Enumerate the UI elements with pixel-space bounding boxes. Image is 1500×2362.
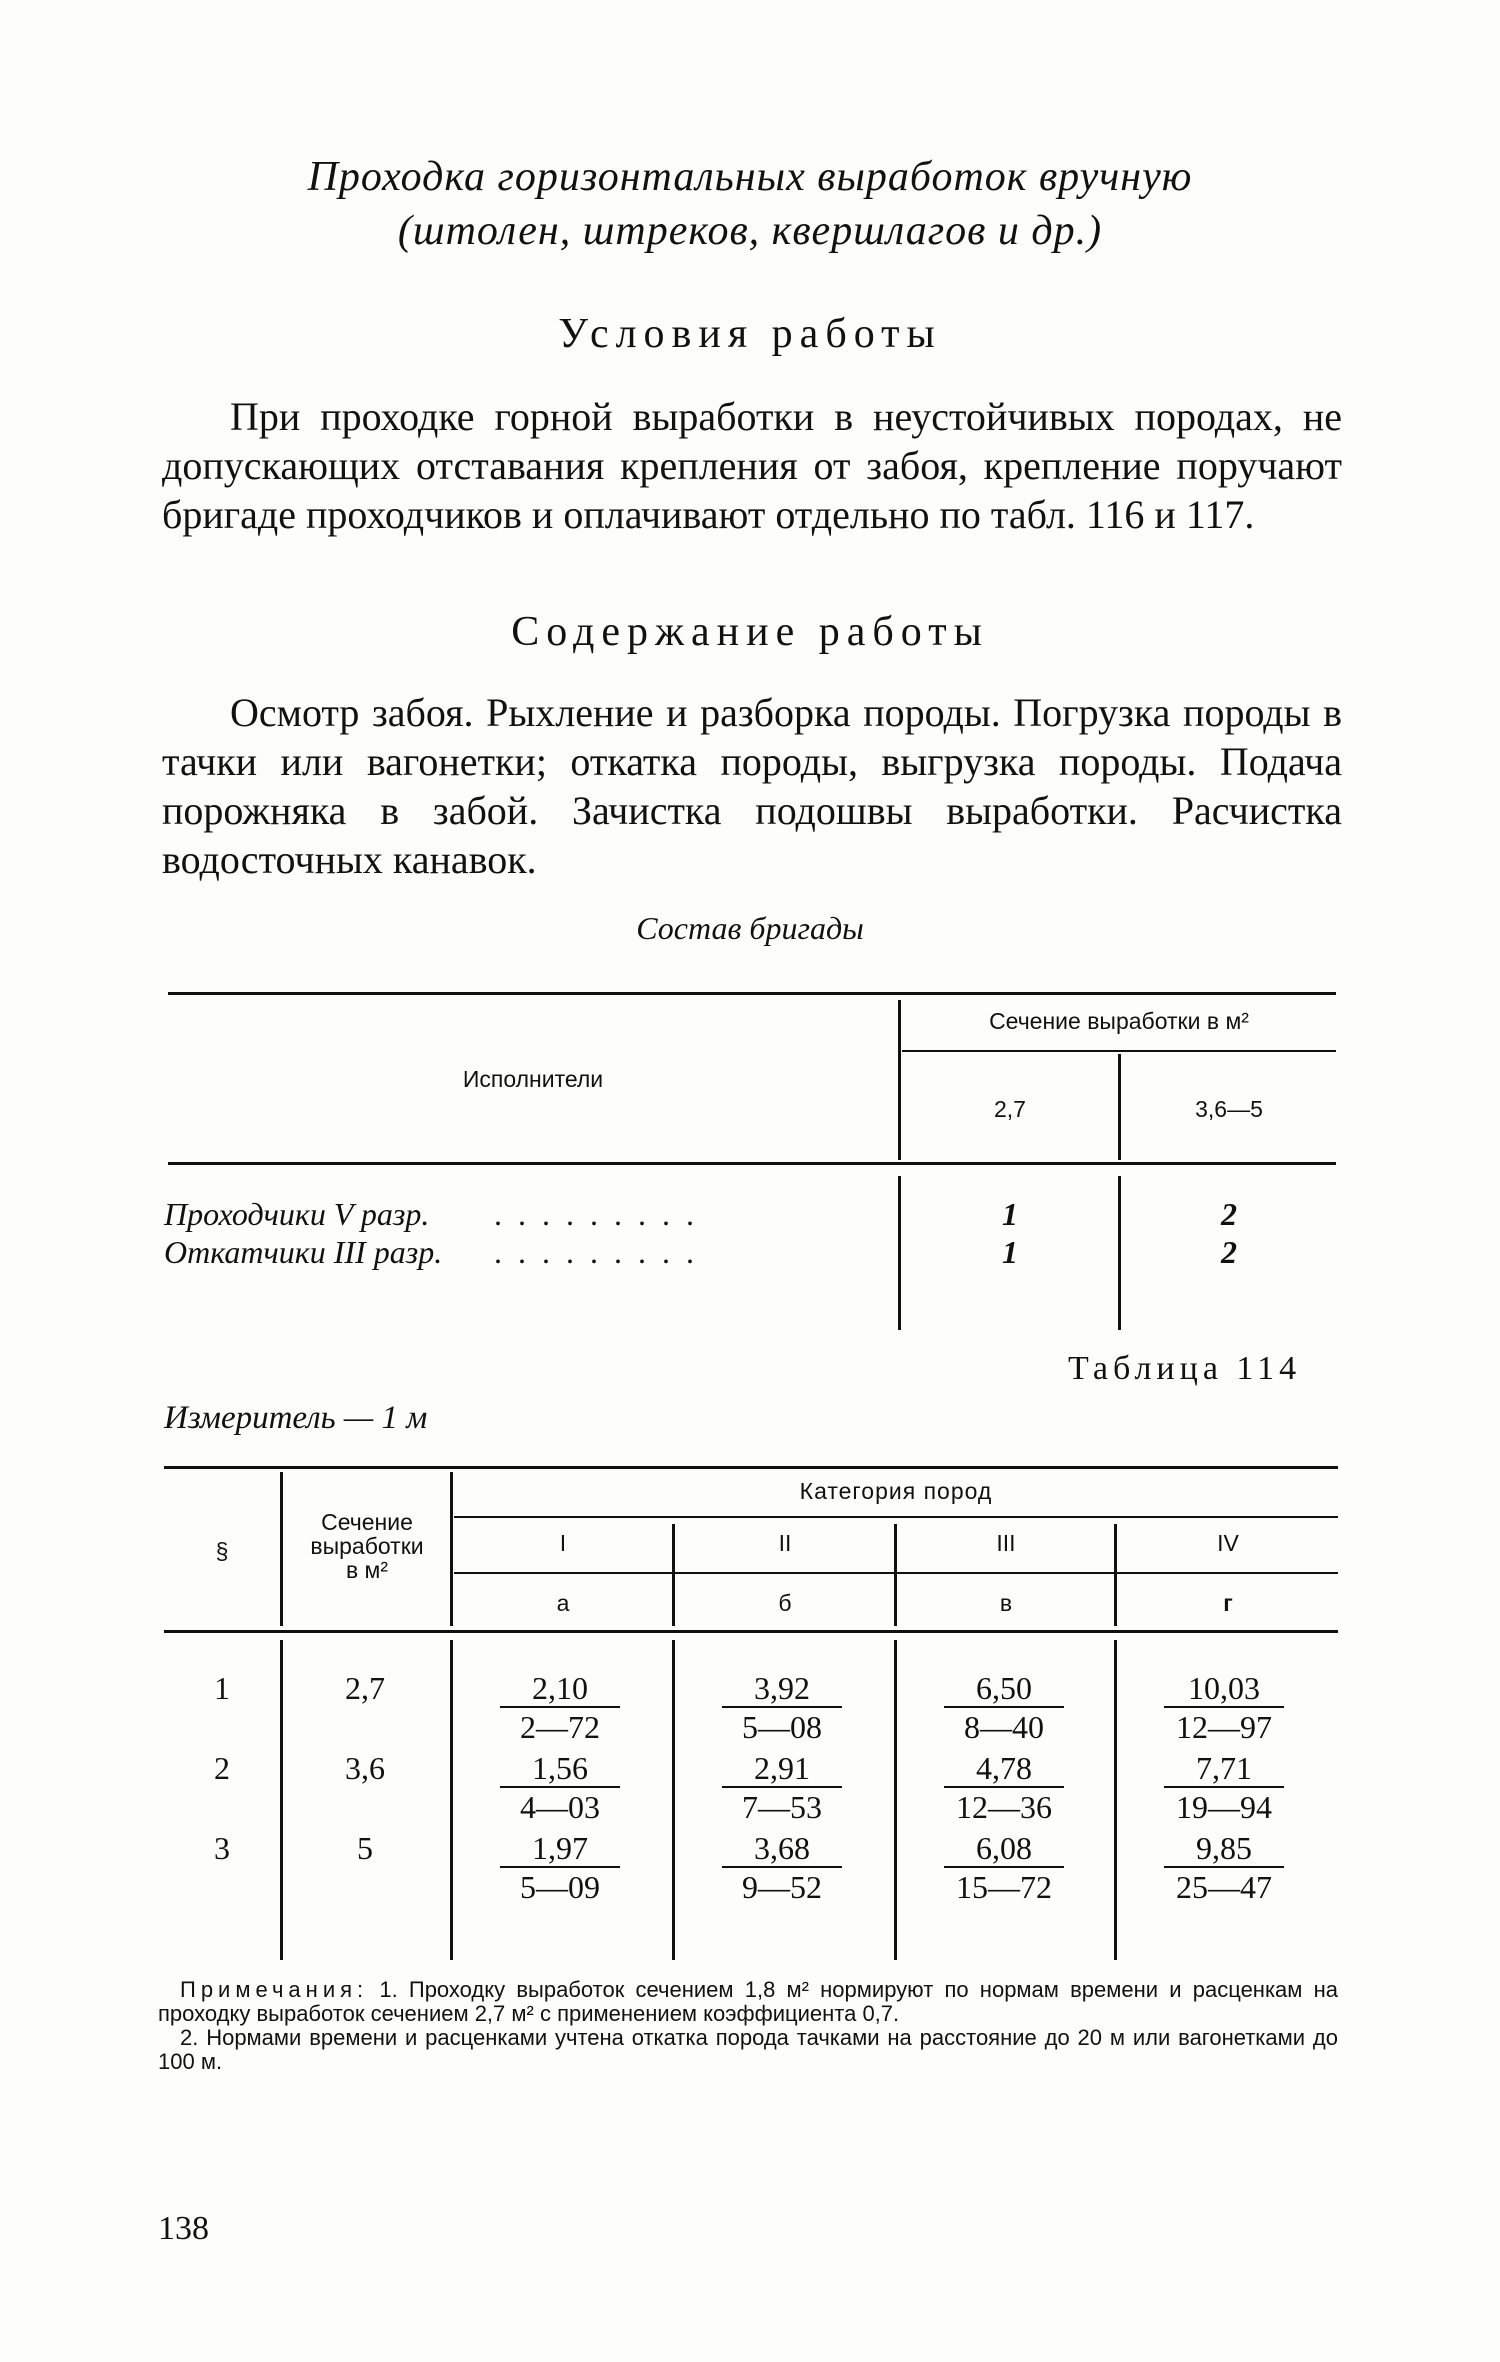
t-vline-3: [672, 1524, 675, 1626]
table-label: Таблица 114: [1068, 1350, 1302, 1387]
t-vline-5: [1114, 1524, 1117, 1626]
note-1: [158, 1978, 1338, 2026]
t-row-3-cat-4: [1164, 1830, 1284, 1906]
t-row-2-cat-3-norm: 4,78: [944, 1750, 1064, 1788]
t-letter-4: г: [1223, 1590, 1233, 1616]
t-row-3-cat-3-norm: 6,08: [944, 1830, 1064, 1868]
t-body-vline-2: [450, 1640, 453, 1960]
t-vline-4: [894, 1524, 897, 1626]
crew-row-2-val-2: 2: [1221, 1234, 1237, 1270]
crew-col-executors: Исполнители: [462, 1066, 604, 1092]
t-row-2-cat-1-rate: 4—03: [520, 1789, 600, 1825]
t-row-2-cat-4-norm: 7,71: [1164, 1750, 1284, 1788]
t-row-1-cat-4: [1164, 1670, 1284, 1746]
t-row-2-cat-2: [722, 1750, 842, 1826]
t-row-3-n: 3: [214, 1830, 230, 1866]
t-vline-2: [450, 1472, 453, 1626]
conditions-paragraph: [162, 392, 1342, 539]
t-row-1-cat-3-norm: 6,50: [944, 1670, 1064, 1708]
note-2: 2. Нормами времени и расценками учтена откатка порода тачками на расстояние до 20 м или вагонетками до 100 м.: [158, 2025, 1338, 2074]
t-row-3-cat-1-rate: 5—09: [520, 1869, 600, 1905]
t-cat-2: II: [778, 1530, 792, 1556]
t-col-paragraph: §: [215, 1538, 229, 1564]
t-row-3-cat-3: [944, 1830, 1064, 1906]
table-measure: Измеритель — 1 м: [164, 1400, 428, 1436]
t-col-cross-section: [284, 1510, 450, 1582]
t-row-3-cat-1: [500, 1830, 620, 1906]
t-row-3-cat-4-rate: 25—47: [1176, 1869, 1272, 1905]
t-letter-2: б: [778, 1590, 792, 1616]
t-row-3-cat-2-norm: 3,68: [722, 1830, 842, 1868]
t-body-vline-4: [894, 1640, 897, 1960]
t-cat-3: III: [996, 1530, 1016, 1556]
t-row-1-sec: 2,7: [345, 1670, 385, 1706]
t-category-rule: [454, 1516, 1338, 1518]
t-roman-rule: [454, 1572, 1338, 1574]
crew-subcol-2: 3,6—5: [1195, 1096, 1263, 1122]
t-row-2-cat-1-norm: 1,56: [500, 1750, 620, 1788]
note-1-text: 1. Проходку выработок сечением 1,8 м² нормируют по нормам времени и расценкам на проходку выработок сечением 2,7 м² с применением коэффициента 0,7.: [158, 1977, 1338, 2026]
crew-row-1-val-1: 1: [1002, 1196, 1018, 1232]
content-paragraph: [162, 688, 1342, 884]
notes-lead: Примечания:: [180, 1977, 369, 2002]
t-row-3-cat-1-norm: 1,97: [500, 1830, 620, 1868]
t-col-category: Категория пород: [799, 1478, 993, 1504]
t-row-2-cat-1: [500, 1750, 620, 1826]
crew-row-1-val-2: 2: [1221, 1196, 1237, 1232]
t-top-rule: [164, 1466, 1338, 1469]
t-row-2-cat-2-norm: 2,91: [722, 1750, 842, 1788]
content-title: Содержание работы: [511, 609, 989, 655]
crew-body-divider-main: [898, 1176, 901, 1330]
t-row-1-cat-1: [500, 1670, 620, 1746]
page-number: 138: [158, 2210, 209, 2247]
t-row-2-cat-3-rate: 12—36: [956, 1789, 1052, 1825]
t-col-cross-l1: Сечение: [321, 1509, 413, 1535]
t-col-cross-l3: в м²: [345, 1557, 389, 1583]
t-row-2-sec: 3,6: [345, 1750, 385, 1786]
t-row-3-cat-4-norm: 9,85: [1164, 1830, 1284, 1868]
crew-divider-sub: [1118, 1054, 1121, 1160]
t-body-vline-1: [280, 1640, 283, 1960]
crew-subcol-1: 2,7: [994, 1096, 1026, 1122]
crew-body-divider-sub: [1118, 1176, 1121, 1330]
t-row-2-cat-2-rate: 7—53: [742, 1789, 822, 1825]
t-cat-1: I: [559, 1530, 567, 1556]
t-cat-4: IV: [1217, 1530, 1239, 1556]
t-row-1-cat-2: [722, 1670, 842, 1746]
t-row-2-cat-4-rate: 19—94: [1176, 1789, 1272, 1825]
crew-divider-main: [898, 1000, 901, 1160]
t-row-1-cat-4-rate: 12—97: [1176, 1709, 1272, 1745]
t-row-2-cat-3: [944, 1750, 1064, 1826]
crew-caption: Состав бригады: [636, 910, 864, 946]
crew-row-1-dots: . . . . . . . . .: [494, 1196, 698, 1232]
crew-row-2-val-1: 1: [1002, 1234, 1018, 1270]
t-row-1-cat-3: [944, 1670, 1064, 1746]
conditions-title: Условия работы: [558, 311, 942, 357]
section-heading-line2: (штолен, штреков, квершлагов и др.): [397, 208, 1103, 254]
t-row-3-cat-2: [722, 1830, 842, 1906]
t-row-1-cat-2-norm: 3,92: [722, 1670, 842, 1708]
t-row-1-n: 1: [214, 1670, 230, 1706]
t-row-3-sec: 5: [357, 1830, 373, 1866]
crew-row-2-name: Откатчики III разр.: [164, 1234, 443, 1270]
t-row-1-cat-4-norm: 10,03: [1164, 1670, 1284, 1708]
t-letter-3: в: [999, 1590, 1013, 1616]
t-row-3-cat-3-rate: 15—72: [956, 1869, 1052, 1905]
crew-header-rule: [168, 1162, 1336, 1165]
t-row-2-n: 2: [214, 1750, 230, 1786]
t-body-vline-3: [672, 1640, 675, 1960]
section-heading-line1: Проходка горизонтальных выработок вручную: [307, 154, 1193, 200]
t-row-1-cat-2-rate: 5—08: [742, 1709, 822, 1745]
t-vline-1: [280, 1472, 283, 1626]
content-text: Осмотр забоя. Рыхление и разборка породы. Погрузка породы в тачки или вагонетки; откатка породы, выгрузка породы. Подача порожняка в забой. Зачистка подошвы выработки. Расчистка водосточных канавок.: [162, 690, 1342, 882]
t-body-vline-5: [1114, 1640, 1117, 1960]
t-col-cross-l2: выработки: [310, 1533, 424, 1559]
crew-top-rule: [168, 992, 1336, 995]
crew-col-section: Сечение выработки в м²: [989, 1008, 1249, 1034]
t-row-1-cat-1-norm: 2,10: [500, 1670, 620, 1708]
t-row-1-cat-1-rate: 2—72: [520, 1709, 600, 1745]
crew-row-2-dots: . . . . . . . . .: [494, 1234, 698, 1270]
t-row-3-cat-2-rate: 9—52: [742, 1869, 822, 1905]
t-letter-1: а: [556, 1590, 570, 1616]
crew-subheader-rule: [902, 1050, 1336, 1052]
crew-row-1-name: Проходчики V разр.: [164, 1196, 430, 1232]
notes-block: [158, 1978, 1338, 2074]
t-row-2-cat-4: [1164, 1750, 1284, 1826]
conditions-text: При проходке горной выработки в неустойчивых породах, не допускающих отставания крепления от забоя, крепление поручают бригаде проходчиков и оплачивают отдельно по табл. 116 и 117.: [162, 394, 1342, 537]
t-header-rule: [164, 1630, 1338, 1633]
t-row-1-cat-3-rate: 8—40: [964, 1709, 1044, 1745]
